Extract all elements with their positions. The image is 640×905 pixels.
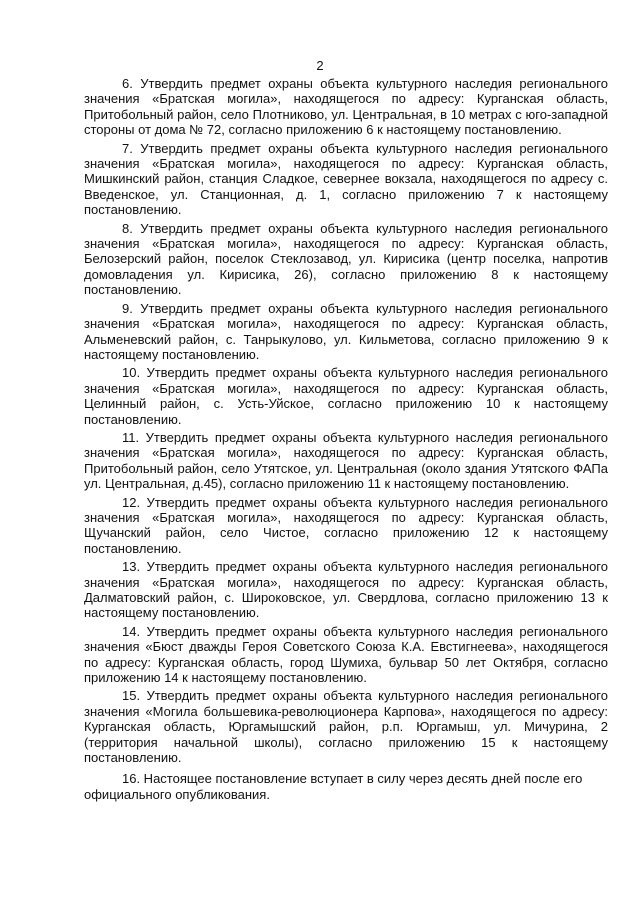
paragraph-item-9: 9. Утвердить предмет охраны объекта культурного наследия регионального значения «Братская могила», находящегося по адресу: Курганская область, Альменевский район, с. Танрыкулово, ул. Кильметова, согласно приложению 9 к настоящему постановлению.: [84, 300, 608, 362]
page-number: 2: [316, 58, 324, 73]
paragraph-item-12: 12. Утвердить предмет охраны объекта культурного наследия регионального значения «Братская могила», находящегося по адресу: Курганская область, Щучанский район, село Чистое, согласно приложению 12 к настоящему постановлению.: [84, 494, 608, 556]
paragraph-item-8: 8. Утвердить предмет охраны объекта культурного наследия регионального значения «Братская могила», находящегося по адресу: Курганская область, Белозерский район, поселок Стеклозавод, ул. Кирисика (центр поселка, напротив домовладения ул. Кирисика, 26), согласно приложению 8 к настоящему постановлению.: [84, 220, 608, 298]
paragraph-item-7: 7. Утвердить предмет охраны объекта культурного наследия регионального значения «Братская могила», находящегося по адресу: Курганская область, Мишкинский район, станция Сладкое, севернее вокзала, находящегося по адресу с. Введенское, ул. Станционная, д. 1, согласно приложению 7 к настоящему постановлению.: [84, 140, 608, 218]
paragraph-item-15: 15. Утвердить предмет охраны объекта культурного наследия регионального значения «Могила большевика-революционера Карпова», находящегося по адресу: Курганская область, Юргамышский район, р.п. Юргамыш, ул. Мичурина, 2 (территория начальной школы), согласно приложению 15 к настоящему постановлению.: [84, 688, 608, 766]
paragraph-item-16: 16. Настоящее постановление вступает в силу через десять дней после его официального опубликования.: [84, 771, 583, 802]
paragraph-item-10: 10. Утвердить предмет охраны объекта культурного наследия регионального значения «Братская могила», находящегося по адресу: Курганская область, Целинный район, с. Усть-Уйское, согласно приложению 10 к настоящему постановлению.: [84, 365, 608, 427]
document-body: [84, 76, 608, 805]
paragraph-item-6: 6. Утвердить предмет охраны объекта культурного наследия регионального значения «Братская могила», находящегося по адресу: Курганская область, Притобольный район, село Плотниково, ул. Центральная, в 10 метрах с юго-западной стороны от дома № 72, согласно приложению 6 к настоящему постановлению.: [84, 76, 608, 138]
paragraph-item-14: 14. Утвердить предмет охраны объекта культурного наследия регионального значения «Бюст дважды Героя Советского Союза К.А. Евстигнеева», находящегося по адресу: Курганская область, город Шумиха, бульвар 50 лет Октября, согласно приложению 14 к настоящему постановлению.: [84, 623, 608, 686]
paragraph-item-13: 13. Утвердить предмет охраны объекта культурного наследия регионального значения «Братская могила», находящегося по адресу: Курганская область, Далматовский район, с. Широковское, ул. Свердлова, согласно приложению 13 к настоящему постановлению.: [84, 559, 608, 621]
paragraph-item-11: 11. Утвердить предмет охраны объекта культурного наследия регионального значения «Братская могила», находящегося по адресу: Курганская область, Притобольный район, село Утятское, ул. Центральная (около здания Утятского ФАПа ул. Центральная, д.45), согласно приложению 11 к настоящему постановлению.: [84, 429, 608, 492]
